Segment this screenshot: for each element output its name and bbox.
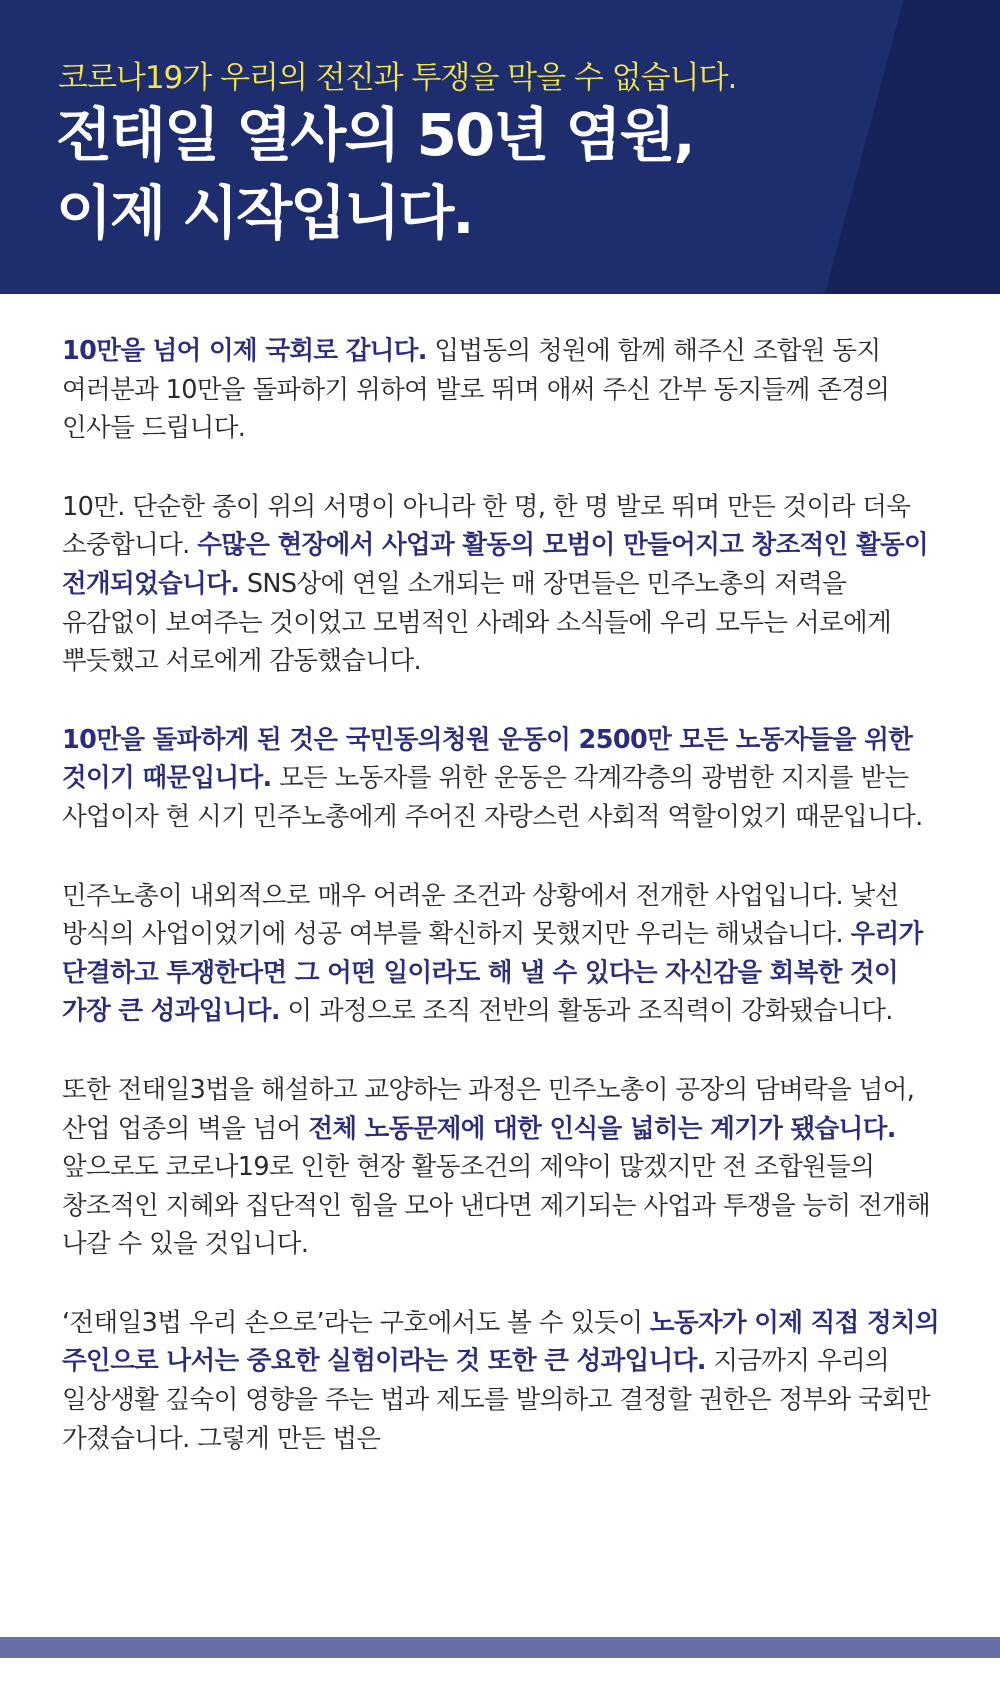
paragraph-4 bbox=[62, 877, 947, 1031]
body-text-segment: ‘전태일3법 우리 손으로’라는 구호에서도 볼 수 있듯이 bbox=[62, 1307, 650, 1338]
header-diagonal-stripe bbox=[740, 0, 1000, 294]
banner-subtitle: 코로나19가 우리의 전진과 투쟁을 막을 수 없습니다. bbox=[58, 60, 737, 96]
body-text-segment: 모든 노동자를 위한 운동은 각계각층의 광범한 지지를 받는 사업이자 현 시기 민주노총에게 주어진 자랑스런 사회적 역할이었기 때문입니다. bbox=[62, 763, 923, 832]
footer-divider-bar bbox=[0, 1637, 1000, 1658]
highlight-text: 10만을 돌파하게 된 것은 국민동의청원 운동이 2500만 모든 노동자들을 위한 것이기 때문입니다. bbox=[62, 724, 913, 794]
banner-title bbox=[56, 96, 694, 252]
body-text-segment: 10만. 단순한 종이 위의 서명이 아니라 한 명, 한 명 발로 뛰며 만든 것이라 더욱 소중합니다. bbox=[62, 491, 911, 561]
highlight-text: 노동자가 이제 직접 정치의 주인으로 나서는 중요한 실험이라는 것 또한 큰 성과입니다. bbox=[62, 1307, 940, 1377]
body-text-segment: 이 과정으로 조직 전반의 활동과 조직력이 강화됐습니다. bbox=[279, 996, 893, 1027]
paragraph-2 bbox=[62, 488, 947, 681]
paragraph-3 bbox=[62, 721, 947, 837]
body-text-segment: 민주노총이 내외적으로 매우 어려운 조건과 상황에서 전개한 사업입니다. 낯선 방식의 사업이었기에 성공 여부를 확신하지 못했지만 우리는 해냈습니다. bbox=[62, 880, 899, 950]
paragraph-1 bbox=[62, 332, 947, 448]
banner-title-line-2: 이제 시작입니다. bbox=[56, 179, 473, 247]
body-text-segment: SNS상에 연일 소개되는 매 장면들은 민주노총의 저력을 유감없이 보여주는 것이었고 모범적인 사례와 소식들에 우리 모두는 서로에게 뿌듯했고 서로에게 감동했습니다. bbox=[62, 568, 892, 677]
highlight-text: 10만을 넘어 이제 국회로 갑니다. bbox=[62, 336, 427, 366]
body-text-segment: 입법동의 청원에 함께 해주신 조합원 동지 여러분과 10만을 돌파하기 위하여 발로 뛰며 애써 주신 간부 동지들께 존경의 인사들 드립니다. bbox=[62, 336, 890, 444]
paragraph-6 bbox=[62, 1304, 947, 1458]
body-text-segment: 또한 전태일3법을 해설하고 교양하는 과정은 민주노총이 공장의 담벼락을 넘어, 산업 업종의 벽을 넘어 bbox=[62, 1074, 915, 1144]
paragraph-5 bbox=[62, 1071, 947, 1264]
banner-title-line-1: 전태일 열사의 50년 염원, bbox=[56, 101, 694, 169]
body-text-segment: 지금까지 우리의 일상생활 깊숙이 영향을 주는 법과 제도를 발의하고 결정할 권한은 정부와 국회만 가졌습니다. 그렇게 만든 법은 bbox=[62, 1346, 931, 1454]
highlight-text: 우리가 단결하고 투쟁한다면 그 어떤 일이라도 해 낼 수 있다는 자신감을 회복한 것이 가장 큰 성과입니다. bbox=[62, 919, 923, 1027]
highlight-text: 전체 노동문제에 대한 인식을 넓히는 계기가 됐습니다. bbox=[308, 1113, 896, 1144]
body-text-segment: 앞으로도 코로나19로 인한 현장 활동조건의 제약이 많겠지만 전 조합원들의 창조적인 지혜와 집단적인 힘을 모아 낸다면 제기되는 사업과 투쟁을 능히 전개해 나갈 수 있을 것입니다. bbox=[62, 1152, 931, 1260]
banner-header bbox=[0, 0, 1000, 294]
highlight-text: 수많은 현장에서 사업과 활동의 모범이 만들어지고 창조적인 활동이 전개되었습니다. bbox=[62, 530, 929, 599]
article-body bbox=[62, 332, 947, 1498]
